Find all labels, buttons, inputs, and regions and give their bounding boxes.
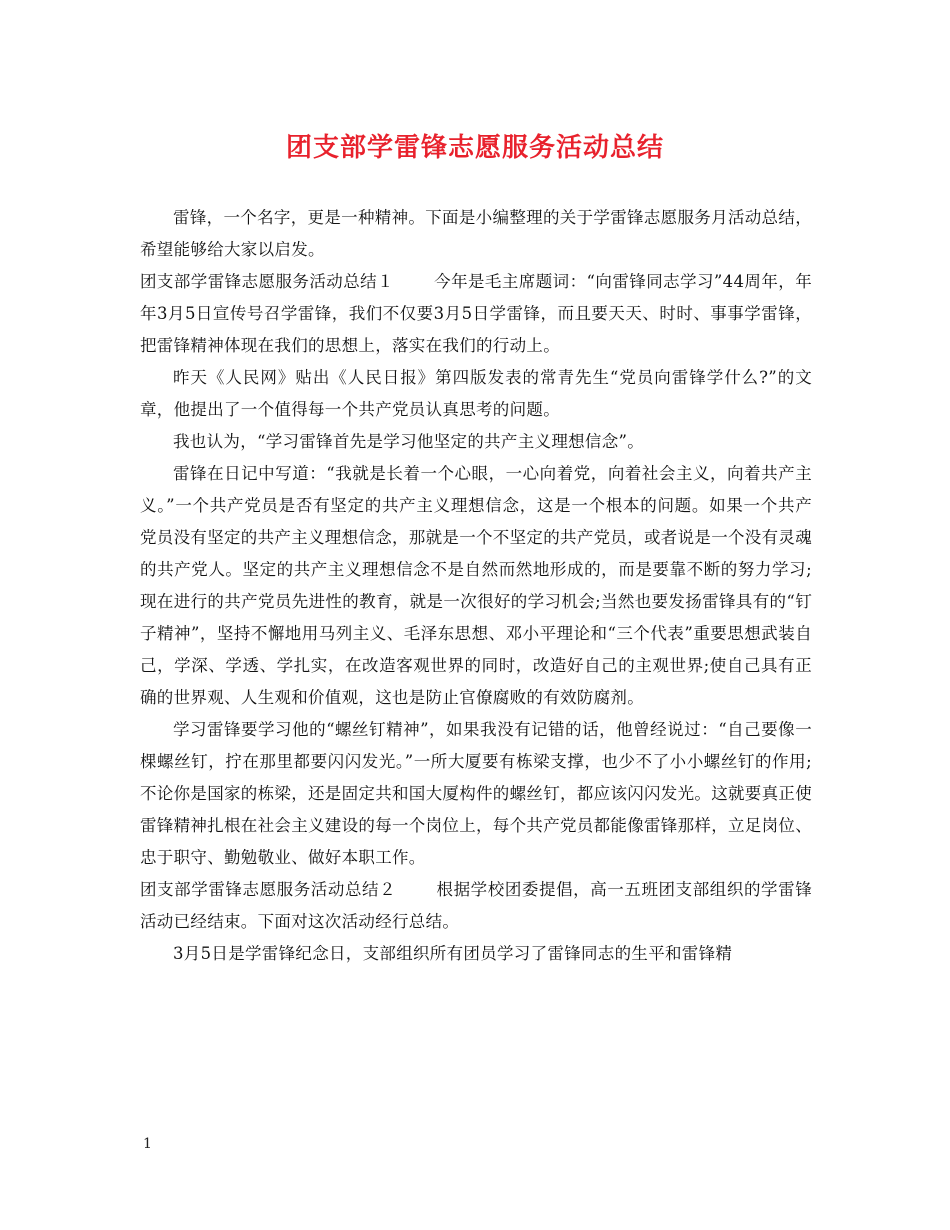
section-2-first-paragraph: 根据学校团委提倡，高一五班团支部组织的学雷锋活动已经结束。下面对这次活动经行总结。 [140, 880, 812, 931]
section-1-heading: 团支部学雷锋志愿服务活动总结１ [140, 272, 394, 291]
paragraph: 雷锋在日记中写道：“我就是长着一个心眼，一心向着党，向着社会主义，向着共产主义。”一个共产党员是否有坚定的共产主义理想信念，这是一个根本的问题。如果一个共产党员没有坚定的共产主义理想信念，那就是一个不坚定的共产党员，或者说是一个没有灵魂的共产党人。坚定的共产主义理想信念不是自然而然地形成的，而是要靠不断的努力学习;现在进行的共产党员先进性的教育，就是一次很好的学习机会;当然也要发扬雷锋具有的“钉子精神”，坚持不懈地用马列主义、毛泽东思想、邓小平理论和“三个代表”重要思想武装自己，学深、学透、学扎实，在改造客观世界的同时，改造好自己的主观世界;使自己具有正确的世界观、人生观和价值观，这也是防止官僚腐败的有效防腐剂。 [140, 464, 812, 707]
paragraph: 我也认为，“学习雷锋首先是学习他坚定的共产主义理想信念”。 [173, 432, 645, 451]
paragraph: 昨天《人民网》贴出《人民日报》第四版发表的常青先生“党员向雷锋学什么?”的文章，他提出了一个值得每一个共产党员认真思考的问题。 [140, 368, 812, 419]
paragraph: 学习雷锋要学习他的“螺丝钉精神”，如果我没有记错的话，他曾经说过：“自己要像一棵螺丝钉，拧在那里都要闪闪发光。”一所大厦要有栋梁支撑，也少不了小小螺丝钉的作用;不论你是国家的栋梁，还是固定共和国大厦构件的螺丝钉，都应该闪闪发光。这就要真正使雷锋精神扎根在社会主义建设的每一个岗位上，每个共产党员都能像雷锋那样，立足岗位、忠于职守、勤勉敬业、做好本职工作。 [140, 720, 812, 867]
document-body [140, 202, 812, 970]
section-1-paragraph [140, 266, 812, 362]
section-2-paragraph [140, 874, 812, 938]
section-2-heading: 团支部学雷锋志愿服务活动总结２ [140, 880, 397, 899]
intro-paragraph: 雷锋，一个名字，更是一种精神。下面是小编整理的关于学雷锋志愿服务月活动总结，希望能够给大家以启发。 [140, 208, 812, 259]
page-number: 1 [143, 1136, 152, 1152]
paragraph: 3月5日是学雷锋纪念日，支部组织所有团员学习了雷锋同志的生平和雷锋精 [173, 944, 733, 963]
document-title: 团支部学雷锋志愿服务活动总结 [285, 133, 664, 163]
section-1-first-paragraph: 今年是毛主席题词：“向雷锋同志学习”44周年，年年3月5日宣传号召学雷锋，我们不仅要3月5日学雷锋，而且要天天、时时、事事学雷锋，把雷锋精神体现在我们的思想上，落实在我们的行动上。 [140, 272, 812, 355]
